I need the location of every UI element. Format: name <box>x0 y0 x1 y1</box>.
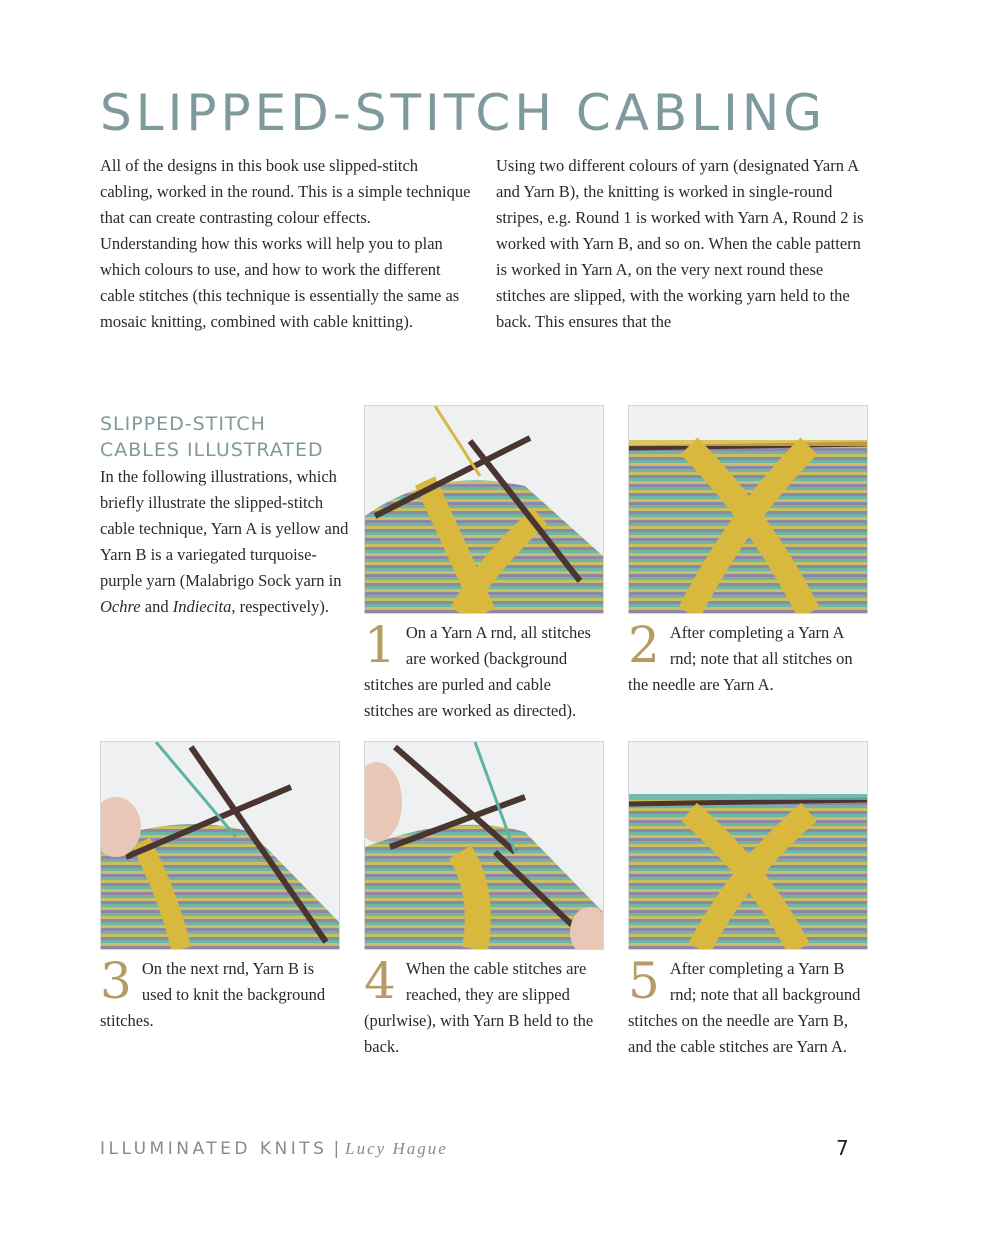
section-heading-line1: SLIPPED-STITCH <box>100 413 266 435</box>
step-2-text: After completing a Yarn A rnd; note that all stitches on the needle are Yarn A. <box>628 623 853 694</box>
section-intro-text: In the following illustrations, which briefly illustrate the slipped-stitch cable technique, Yarn A is yellow and Yarn B is a variegated turquoise-purple yarn (Malabrigo Sock yarn in <box>100 467 349 590</box>
step-5-text: After completing a Yarn B rnd; note that all background stitches on the needle are Yarn B, and the cable stitches are Yarn A. <box>628 959 861 1056</box>
step-3-caption <box>100 952 340 1034</box>
step-2-caption <box>628 616 868 698</box>
yarn-name-indiecita: Indiecita <box>172 597 232 616</box>
section-heading-line2: CABLES ILLUSTRATED <box>100 439 324 461</box>
intro-column-left: All of the designs in this book use slipped-stitch cabling, worked in the round. This is a simple technique that can create contrasting colour effects. Understanding how this works will help you to plan which colours to use, and how to work the different cable stitches (this technique is essentially the same as mosaic knitting, combined with cable knitting). <box>100 156 471 331</box>
footer <box>100 1139 448 1159</box>
step-2-number: 2 <box>628 616 660 674</box>
step-5-photo <box>628 741 868 950</box>
section-intro-end: , respectively). <box>231 597 329 616</box>
step-1-caption <box>364 616 604 724</box>
page-number: 7 <box>836 1136 849 1160</box>
section-intro <box>100 464 350 620</box>
step-1-text: On a Yarn A rnd, all stitches are worked (background stitches are purled and cable stitches are worked as directed). <box>364 623 591 720</box>
step-1-photo <box>364 405 604 614</box>
step-3-text: On the next rnd, Yarn B is used to knit the background stitches. <box>100 959 326 1030</box>
page-title: SLIPPED-STITCH CABLING <box>100 84 826 142</box>
intro-column-right: Using two different colours of yarn (designated Yarn A and Yarn B), the knitting is worked in single-round stripes, e.g. Round 1 is worked with Yarn A, Round 2 is worked with Yarn B, and so on. When the cable pattern is worked in Yarn A, on the very next round these stitches are slipped, with the working yarn held to the back. This ensures that the <box>496 156 864 331</box>
step-5-number: 5 <box>628 952 660 1010</box>
section-heading <box>100 411 324 463</box>
step-4-caption <box>364 952 604 1060</box>
footer-author: Lucy Hague <box>345 1139 448 1158</box>
yarn-name-ochre: Ochre <box>100 597 141 616</box>
step-3-number: 3 <box>100 952 132 1010</box>
step-5-caption <box>628 952 868 1060</box>
footer-book-title: ILLUMINATED KNITS <box>100 1139 328 1159</box>
step-1-number: 1 <box>364 616 396 674</box>
step-3-photo <box>100 741 340 950</box>
step-2-photo <box>628 405 868 614</box>
step-4-number: 4 <box>364 952 396 1010</box>
step-4-photo <box>364 741 604 950</box>
section-intro-and: and <box>140 597 173 616</box>
footer-separator: | <box>333 1139 340 1159</box>
step-4-text: When the cable stitches are reached, they are slipped (purlwise), with Yarn B held to the back. <box>364 959 594 1056</box>
